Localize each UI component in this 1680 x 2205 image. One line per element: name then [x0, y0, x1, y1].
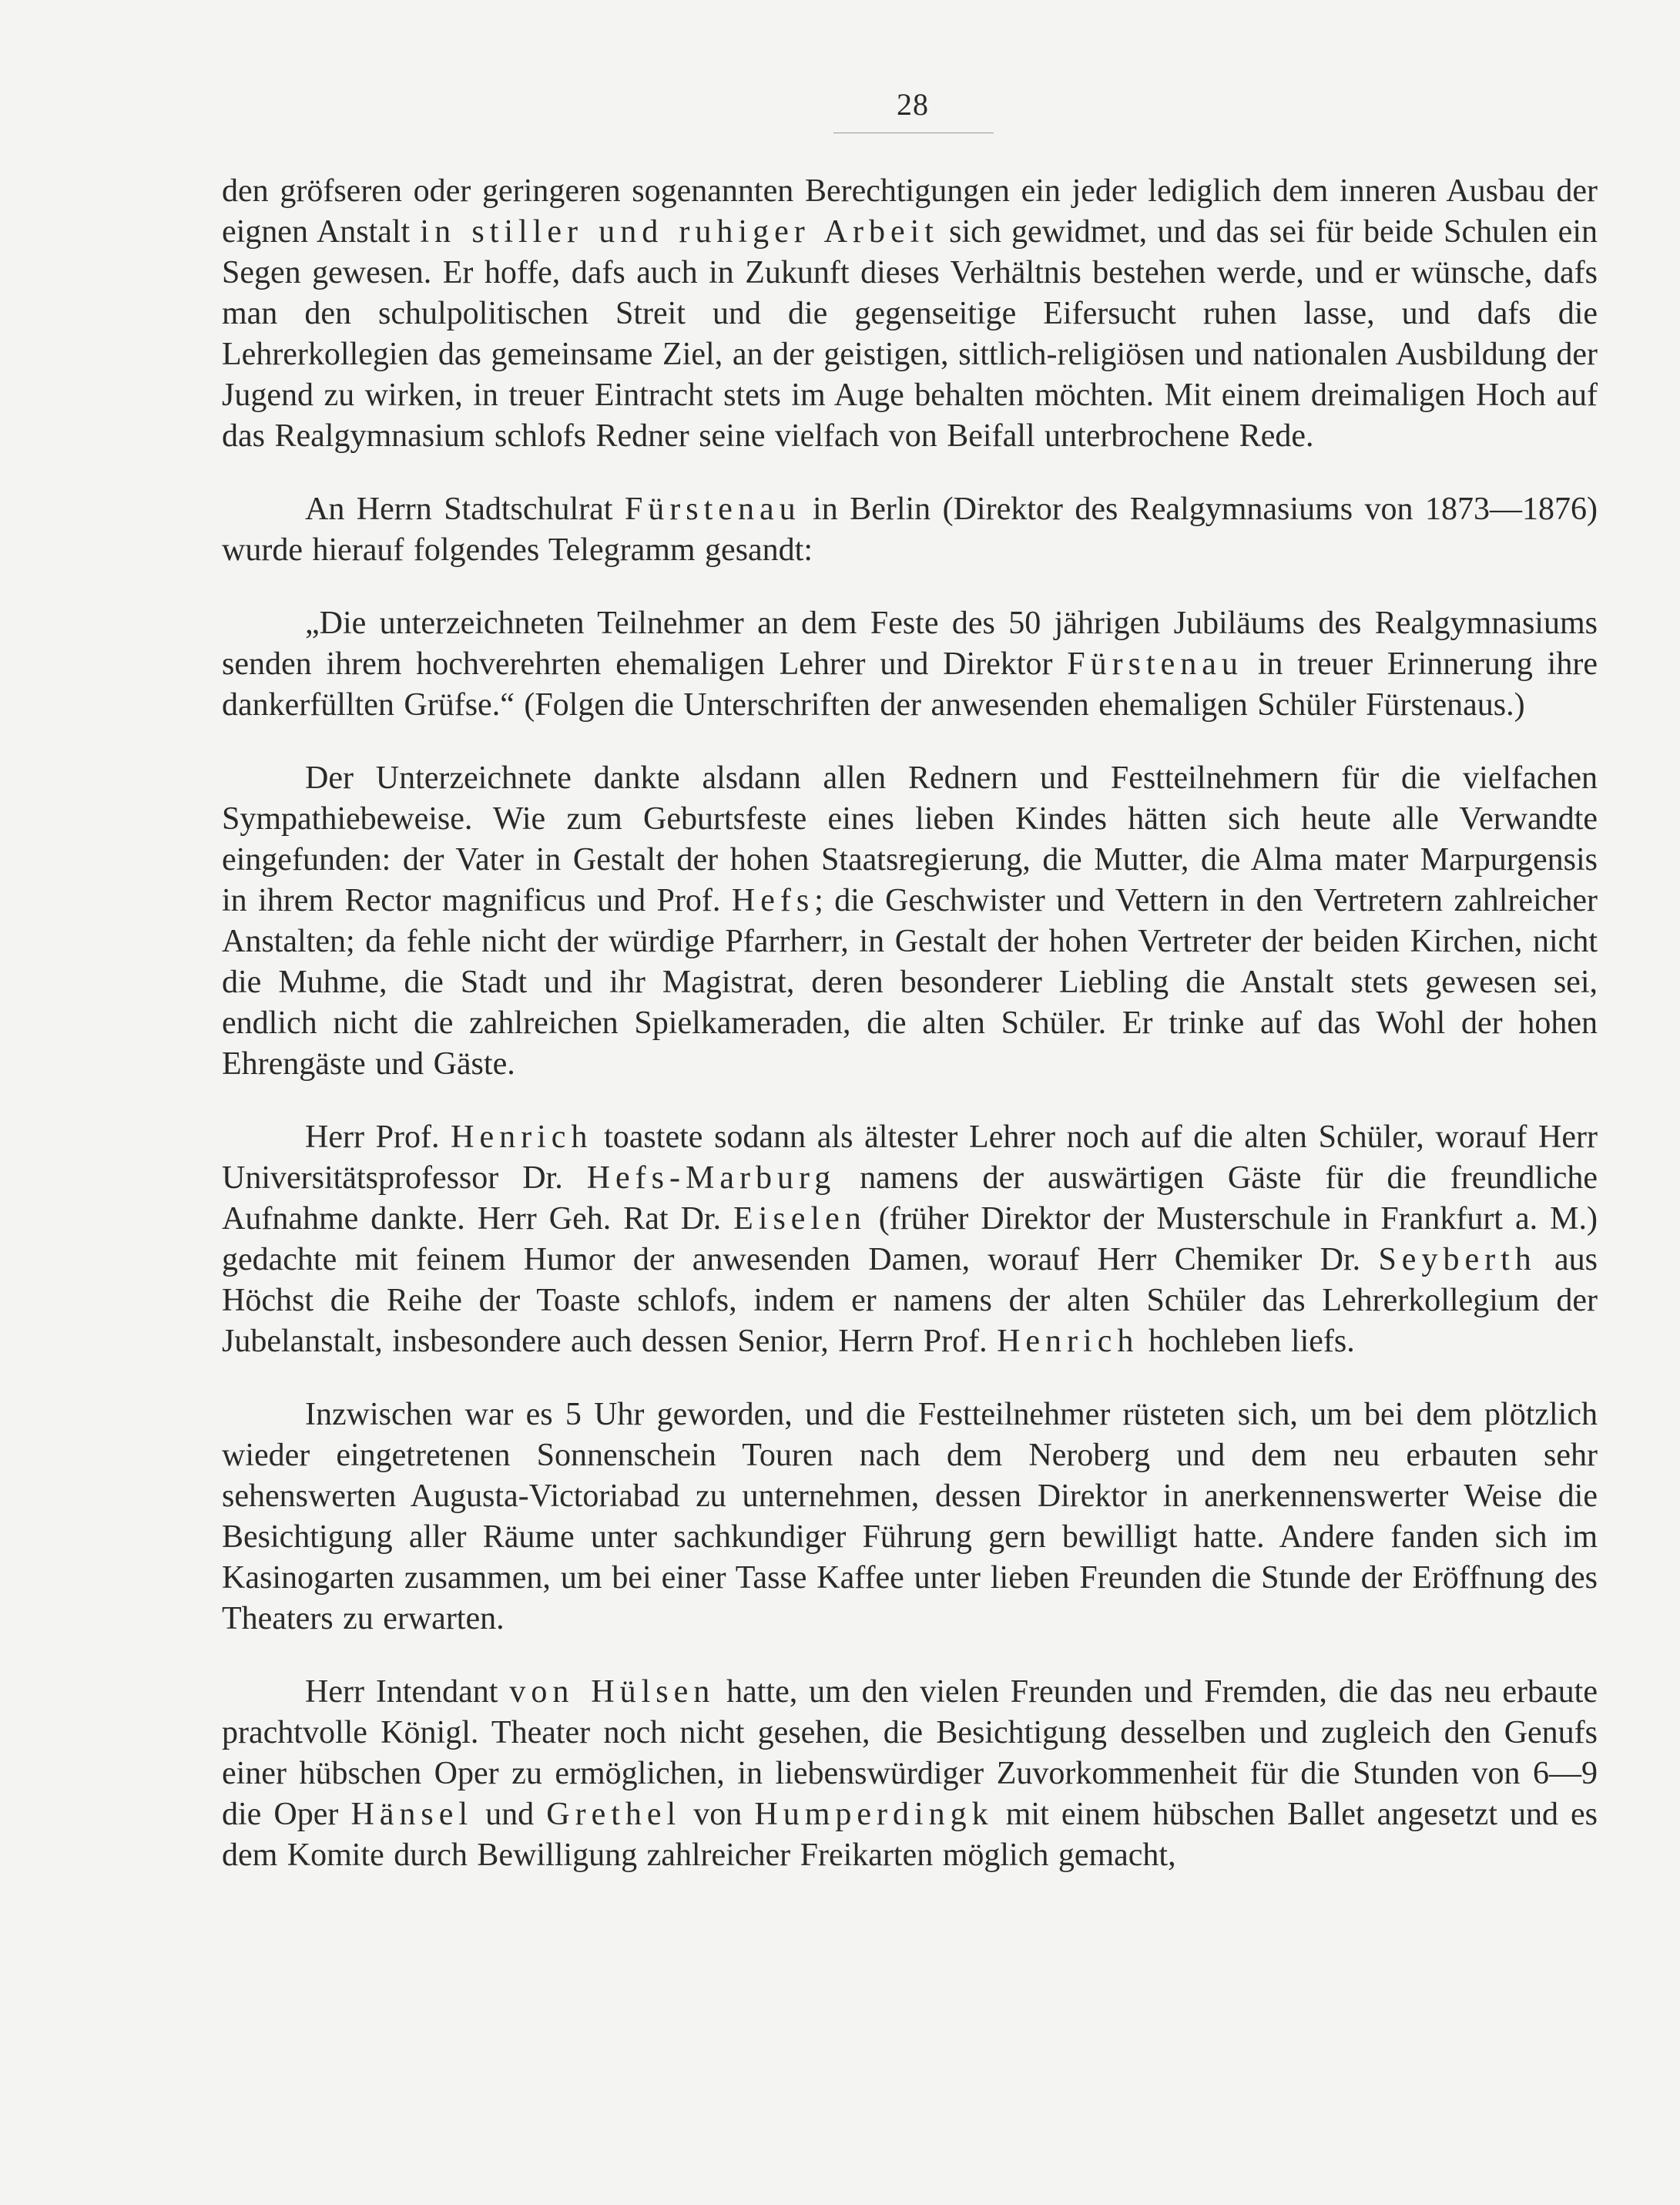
text-block	[222, 171, 1598, 1908]
spaced-name: Fürstenau	[1067, 646, 1243, 682]
spaced-name: Humperdingk	[754, 1797, 994, 1832]
paragraph-text: An Herrn Stadtschulrat	[305, 492, 625, 527]
paragraph-text: aus Höchst die Reihe der Toaste schlofs, indem er namens der alten Schüler das Lehrerkollegium der Jubelanstalt, insbesondere auch dessen Senior, Herrn Prof.	[222, 1242, 1598, 1359]
paragraph-text: „Die unterzeichneten Teilnehmer an dem Feste des 50 jährigen Jubiläums des Realgymnasiums senden ihrem hochverehrten ehemaligen Lehrer und Direktor	[222, 606, 1598, 682]
spaced-name: Hefs	[731, 883, 815, 918]
paragraph-text: in treuer Erinnerung ihre dankerfüllten Grüfse.“ (Folgen die Unterschriften der anwesenden ehemaligen Schüler Fürstenaus.)	[222, 646, 1598, 723]
spaced-name: Fürstenau	[624, 492, 801, 527]
paragraph-text: hochleben liefs.	[1138, 1324, 1355, 1359]
page-number: 28	[897, 87, 929, 122]
paragraph-text: toastete sodann als ältester Lehrer noch auf die alten Schüler, worauf Herr Universitätsprofessor Dr.	[222, 1119, 1598, 1196]
paragraph-text: ; die Geschwister und Vettern in den Vertretern zahlreicher Anstalten; da fehle nicht der würdige Pfarrherr, in Gestalt der hohen Vertreter der beiden Kirchen, nicht die Muhme, die Stadt und ihr Magistrat, deren besonderer Liebling die Anstalt stets gewesen sei, endlich nicht die zahlreichen Spielkameraden, die alten Schüler. Er trinke auf das Wohl der hohen Ehrengäste und Gäste.	[222, 883, 1598, 1082]
paragraph-text: Herr Prof.	[305, 1119, 451, 1155]
spaced-name: Hänsel	[350, 1797, 474, 1832]
spaced-name: von Hülsen	[509, 1674, 716, 1710]
paragraph-text: hatte, um den vielen Freunden und Fremden, die das neu erbaute prachtvolle Königl. Theater noch nicht gesehen, die Besichtigung desselben und zugleich den Genufs einer hübschen Oper zu ermöglichen, in liebenswürdiger Zuvorkommenheit für die Stunden von 6—9 die Oper	[222, 1674, 1598, 1832]
paragraph-text: in Berlin (Direktor des Realgymnasiums von 1873—1876) wurde hierauf folgendes Telegramm gesandt:	[222, 492, 1598, 568]
paragraph-text: von	[681, 1797, 755, 1832]
paragraph-6	[222, 1394, 1598, 1639]
paragraph-1	[222, 171, 1598, 457]
spaced-name: Hefs-Marburg	[586, 1160, 837, 1196]
paragraph-text: Inzwischen war es 5 Uhr geworden, und die Festteilnehmer rüsteten sich, um bei dem plötzlich wieder eingetretenen Sonnenschein Touren nach dem Neroberg und dem neu erbauten sehr sehenswerten Augusta-Victoriabad zu unternehmen, dessen Direktor in anerkennenswerter Weise die Besichtigung aller Räume unter sachkundiger Führung gern bewilligt hatte. Andere fanden sich im Kasinogarten zusammen, um bei einer Tasse Kaffee unter lieben Freunden die Stunde der Eröffnung des Theaters zu erwarten.	[222, 1397, 1598, 1636]
paragraph-text: namens der auswärtigen Gäste für die freundliche Aufnahme dankte. Herr Geh. Rat Dr.	[222, 1160, 1598, 1237]
paragraph-text: und	[473, 1797, 547, 1832]
spaced-name: Seyberth	[1378, 1242, 1537, 1277]
paragraph-5	[222, 1117, 1598, 1362]
spaced-name: Grethel	[546, 1797, 682, 1832]
paragraph-2	[222, 489, 1598, 571]
spaced-name: Eiselen	[733, 1201, 867, 1237]
paragraph-text: sich gewidmet, und das sei für beide Schulen ein Segen gewesen. Er hoffe, dafs auch in Zukunft dieses Verhältnis bestehen werde, und er wünsche, dafs man den schulpolitischen Streit und die gegenseitige Eifersucht ruhen lasse, und dafs die Lehrerkollegien das gemeinsame Ziel, an der geistigen, sittlich-religiösen und nationalen Ausbildung der Jugend zu wirken, in treuer Eintracht stets im Auge behalten möchten. Mit einem dreimaligen Hoch auf das Realgymnasium schlofs Redner seine vielfach von Beifall unterbrochene Rede.	[222, 214, 1598, 454]
paragraph-text: den gröfseren oder geringeren sogenannten Berechtigungen ein jeder lediglich dem inneren Ausbau der eignen Anstalt	[222, 173, 1598, 250]
paragraph-text: Der Unterzeichnete dankte alsdann allen Rednern und Festteilnehmern für die vielfachen Sympathiebeweise. Wie zum Geburtsfeste eines lieben Kindes hätten sich heute alle Verwandte eingefunden: der Vater in Gestalt der hohen Staatsregierung, die Mutter, die Alma mater Marpurgensis in ihrem Rector magnificus und Prof.	[222, 760, 1598, 918]
spaced-name: Henrich	[997, 1324, 1139, 1359]
spaced-name: Henrich	[451, 1119, 593, 1155]
paragraph-3	[222, 603, 1598, 726]
paragraph-4	[222, 758, 1598, 1085]
paragraph-7	[222, 1672, 1598, 1876]
paragraph-text: mit einem hübschen Ballet angesetzt und es dem Komite durch Bewilligung zahlreicher Freikarten möglich gemacht,	[222, 1797, 1598, 1873]
spaced-name: in stiller und ruhiger Arbeit	[420, 214, 939, 250]
paragraph-text: (früher Direktor der Musterschule in Frankfurt a. M.) gedachte mit feinem Humor der anwesenden Damen, worauf Herr Chemiker Dr.	[222, 1201, 1598, 1277]
paragraph-text: Herr Intendant	[305, 1674, 510, 1710]
